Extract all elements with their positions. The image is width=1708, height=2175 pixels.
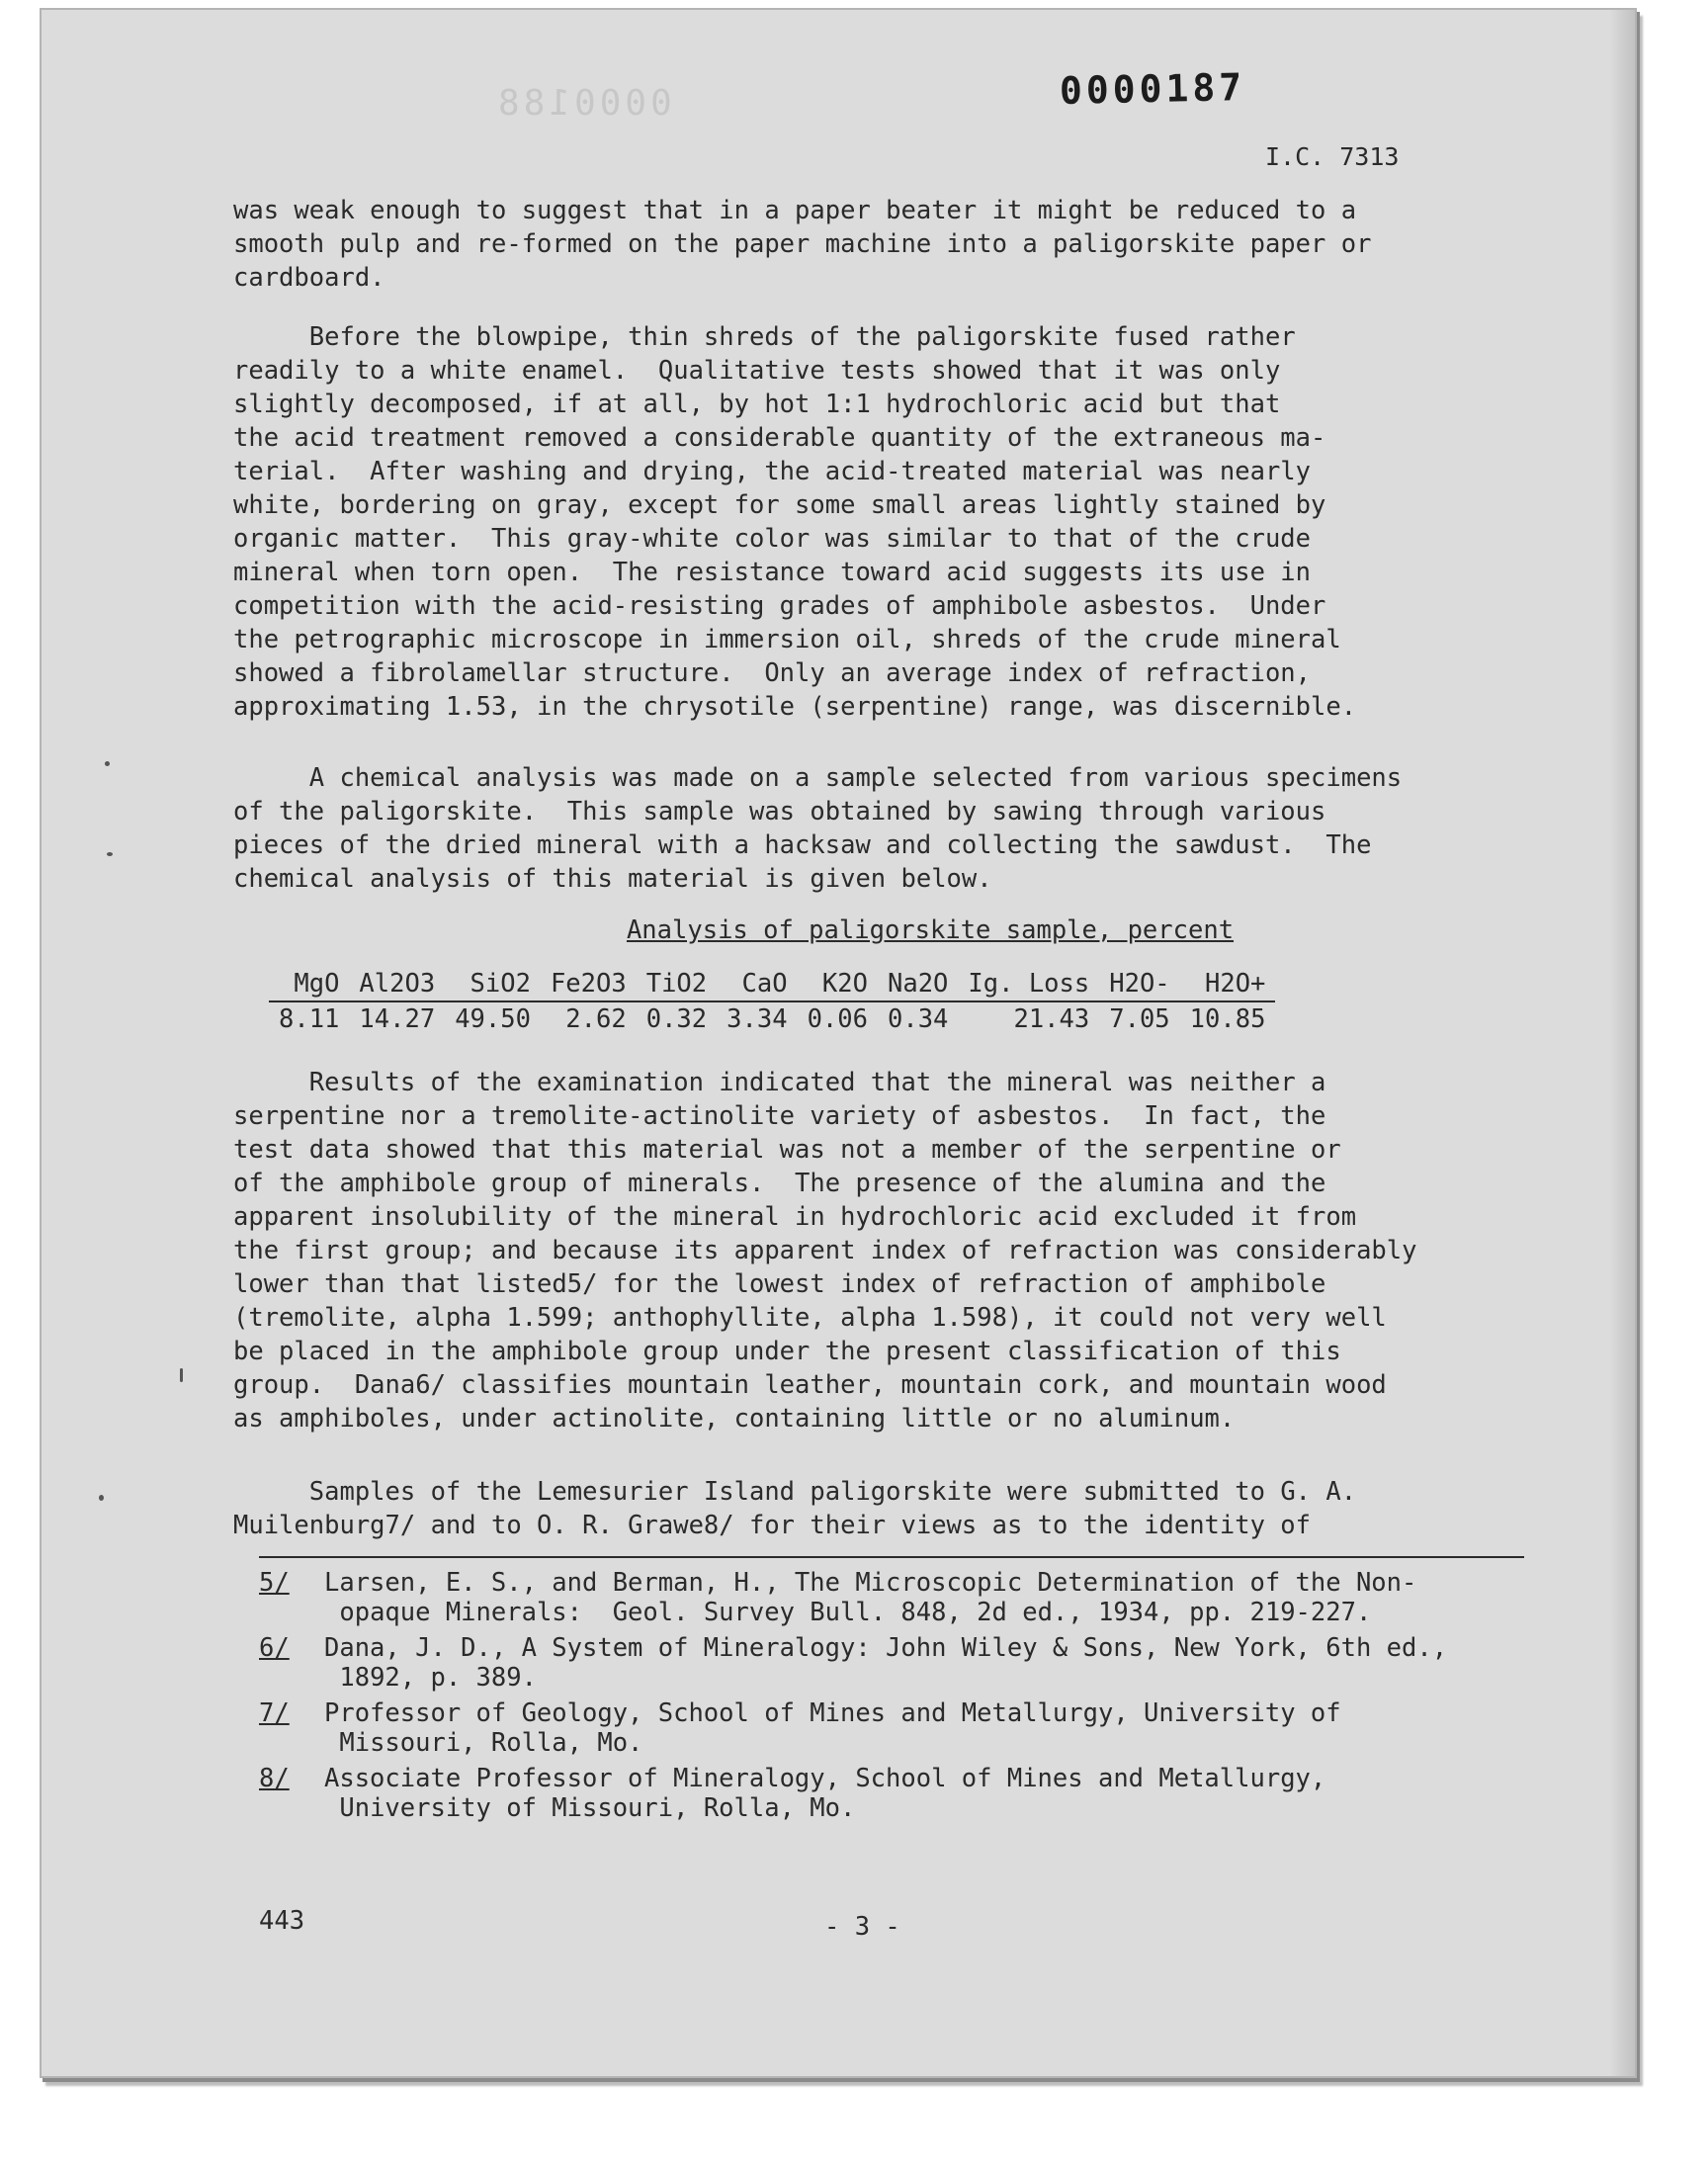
analysis-header-row	[269, 967, 1275, 1001]
paragraph-4: Results of the examination indicated that the mineral was neither a serpentine nor a tremolite-actinolite variety of asbestos. In fact, the test data showed that this material was not a member of the serpentine or of the amphibole group of minerals. The presence of the alumina and the apparent insolubility of the mineral in hydrochloric acid excluded it from the first group; and because its apparent index of refraction was considerably lower than that listed5/ for the lowest index of refraction of amphibole (tremolite, alpha 1.599; anthophyllite, alpha 1.598), it could not very well be placed in the amphibole group under the present classification of this group. Dana6/ classifies mountain leather, mountain cork, and mountain wood as amphiboles, under actinolite, containing little or no aluminum.	[233, 1068, 1417, 1434]
analysis-value-cell: 3.34	[726, 1004, 788, 1034]
analysis-value-cell: 10.85	[1189, 1004, 1266, 1034]
analysis-value-cell: 7.05	[1109, 1004, 1170, 1034]
footnote-text: Dana, J. D., A System of Mineralogy: John Wiley & Sons, New York, 6th ed., 1892, p. 389.	[324, 1633, 1448, 1693]
analysis-header-cell: Ig. Loss	[958, 967, 1099, 1001]
footnote-text: Larsen, E. S., and Berman, H., The Microscopic Determination of the Non- opaque Minerals: Geol. Survey Bull. 848, 2d ed., 1934, pp. 219-227.	[324, 1568, 1417, 1627]
scan-speck	[99, 1495, 104, 1501]
analysis-value-cell: 8.11	[279, 1004, 340, 1034]
footnote-mark: 5/	[259, 1568, 290, 1598]
analysis-header-cell: Na2O	[878, 967, 958, 1001]
analysis-value-cell: 21.43	[1013, 1004, 1090, 1034]
analysis-header-cell: K2O	[798, 967, 878, 1001]
analysis-value-cell: 14.27	[359, 1004, 436, 1034]
analysis-header-cell: Fe2O3	[541, 967, 637, 1001]
analysis-header-cell: MgO	[269, 967, 349, 1001]
footnote	[259, 1568, 1558, 1627]
document-number-stamp: 0000187	[1059, 65, 1246, 113]
scan-speck	[105, 761, 110, 766]
analysis-table	[269, 967, 1275, 1036]
footer-reference-number: 443	[259, 1906, 305, 1936]
document-id: I.C. 7313	[1265, 142, 1400, 171]
analysis-value-row	[269, 1001, 1275, 1036]
scan-speck	[180, 1368, 183, 1382]
page-edge-shadow	[1609, 10, 1635, 2076]
paragraph-1: was weak enough to suggest that in a paper beater it might be reduced to a smooth pulp and re-formed on the paper machine into a paligorskite paper or cardboard.	[233, 196, 1372, 293]
analysis-header-cell: H2O+	[1180, 967, 1276, 1001]
footnote-mark: 6/	[259, 1633, 290, 1663]
analysis-header-cell: CaO	[717, 967, 797, 1001]
analysis-header-cell: Al2O3	[349, 967, 445, 1001]
footnote	[259, 1764, 1558, 1823]
bleed-through-stamp: 0000188	[494, 83, 672, 124]
paragraph-5: Samples of the Lemesurier Island paligorskite were submitted to G. A. Muilenburg7/ and to O. R. Grawe8/ for their views as to the identity of	[233, 1477, 1357, 1540]
page-number: - 3 -	[824, 1912, 900, 1942]
analysis-header-cell: H2O-	[1099, 967, 1179, 1001]
analysis-value-cell: 49.50	[455, 1004, 531, 1034]
footnote-text: Professor of Geology, School of Mines and Metallurgy, University of Missouri, Rolla, Mo.	[324, 1698, 1341, 1758]
analysis-table-title: Analysis of paligorskite sample, percent	[626, 915, 1235, 945]
footnote	[259, 1633, 1558, 1693]
analysis-value-cell: 0.32	[645, 1004, 708, 1034]
footnote-divider	[259, 1556, 1524, 1558]
paragraph-2: Before the blowpipe, thin shreds of the paligorskite fused rather readily to a white enamel. Qualitative tests showed that it was only slightly decomposed, if at all, by hot 1:1 hydrochloric acid but that the acid treatment removed a considerable quantity of the extraneous ma- terial. After washing and drying, the acid-treated material was nearly white, bordering on gray, except for some small areas lightly stained by organic matter. This gray-white color was similar to that of the crude mineral when torn open. The resistance toward acid suggests its use in competition with the acid-resisting grades of amphibole asbestos. Under the petrographic microscope in immersion oil, shreds of the crude mineral showed a fibrolamellar structure. Only an average index of refraction, approximating 1.53, in the chrysotile (serpentine) range, was discernible.	[233, 322, 1357, 722]
scan-speck	[107, 852, 113, 856]
footnote-text: Associate Professor of Mineralogy, School of Mines and Metallurgy, University of Missouri, Rolla, Mo.	[324, 1764, 1326, 1823]
analysis-value-cell: 0.34	[887, 1004, 949, 1034]
analysis-value-cell: 2.62	[565, 1004, 627, 1034]
footnote-mark: 7/	[259, 1698, 290, 1728]
paragraph-3: A chemical analysis was made on a sample selected from various specimens of the paligorskite. This sample was obtained by sawing through various pieces of the dried mineral with a hacksaw and collecting the sawdust. The chemical analysis of this material is given below.	[233, 763, 1403, 894]
footnote-mark: 8/	[259, 1764, 290, 1793]
footnote	[259, 1698, 1558, 1758]
analysis-header-cell: TiO2	[637, 967, 717, 1001]
analysis-value-cell: 0.06	[807, 1004, 868, 1034]
page-body	[233, 194, 1558, 1829]
analysis-header-cell: SiO2	[445, 967, 541, 1001]
